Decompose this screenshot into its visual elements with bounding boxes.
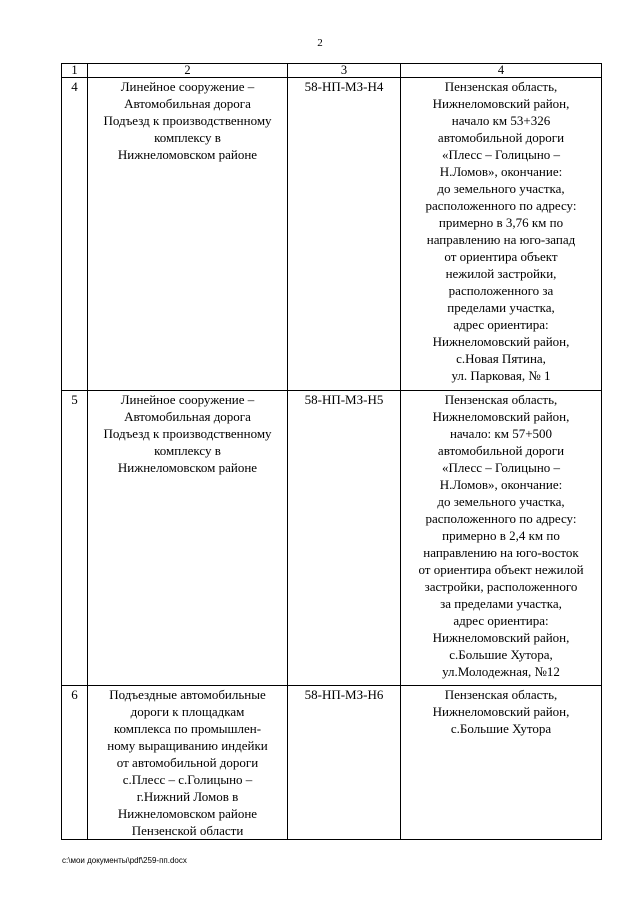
header-cell-2: 2 <box>88 64 288 78</box>
text-line: ул. Парковая, № 1 <box>451 368 551 383</box>
text-line: Пензенская область, <box>444 79 558 94</box>
text-line: автомобильной дороги <box>437 443 565 458</box>
text-line: г.Нижний Ломов в <box>136 789 239 804</box>
text-line: Нижнеломовском районе <box>117 806 258 821</box>
page-number: 2 <box>317 37 323 49</box>
text-line: дороги к площадкам <box>130 704 245 719</box>
row-number: 5 <box>62 391 88 686</box>
text-line: Пензенская область, <box>444 392 558 407</box>
text-line: Пензенской области <box>131 823 244 838</box>
object-location <box>401 391 602 686</box>
text-line: «Плесс – Голицыно – <box>441 460 561 475</box>
text-line: Подъезд к производственному <box>103 113 272 128</box>
text-line: расположенного по адресу: <box>425 198 577 213</box>
text-line: Пензенская область, <box>444 687 558 702</box>
text-line: Нижнеломовский район, <box>432 96 570 111</box>
text-line: «Плесс – Голицыно – <box>441 147 561 162</box>
text-line: комплексу в <box>154 443 221 458</box>
text-line: до земельного участка, <box>437 181 565 196</box>
text-line: автомобильной дороги <box>437 130 565 145</box>
text-line: Нижнеломовском районе <box>117 460 258 475</box>
object-location <box>401 78 602 391</box>
text-line: Линейное сооружение – <box>120 392 255 407</box>
object-code: 58-НП-МЗ-Н4 <box>288 78 401 391</box>
header-cell-4: 4 <box>401 64 602 78</box>
text-line: до земельного участка, <box>437 494 565 509</box>
text-line: адрес ориентира: <box>453 613 549 628</box>
text-line: Нижнеломовский район, <box>432 630 570 645</box>
text-line: расположенного по адресу: <box>425 511 577 526</box>
objects-table <box>61 63 602 840</box>
text-line: от автомобильной дороги <box>116 755 259 770</box>
text-line: ул.Молодежная, №12 <box>442 664 560 679</box>
text-line: примерно в 2,4 км по <box>442 528 560 543</box>
text-line: адрес ориентира: <box>453 317 549 332</box>
object-location <box>401 686 602 840</box>
text-line: Нижнеломовский район, <box>432 704 570 719</box>
text-line: начало км 53+326 <box>451 113 551 128</box>
text-line: направлению на юго-восток <box>423 545 579 560</box>
text-line: за пределами участка, <box>440 596 562 611</box>
object-name <box>88 78 288 391</box>
text-line: с.Большие Хутора <box>450 721 552 736</box>
object-code: 58-НП-МЗ-Н6 <box>288 686 401 840</box>
object-name <box>88 686 288 840</box>
text-line: нежилой застройки, <box>445 266 557 281</box>
text-line: расположенного за <box>448 283 554 298</box>
text-line: Нижнеломовском районе <box>117 147 258 162</box>
text-line: Нижнеломовский район, <box>432 409 570 424</box>
text-line: с.Большие Хутора, <box>449 647 553 662</box>
table-header-row <box>62 64 602 78</box>
text-line: комплексу в <box>154 130 221 145</box>
table-row <box>62 78 602 391</box>
text-line: ному выращиванию индейки <box>107 738 268 753</box>
text-line: Подъезд к производственному <box>103 426 272 441</box>
table-row <box>62 391 602 686</box>
header-cell-1: 1 <box>62 64 88 78</box>
row-number: 4 <box>62 78 88 391</box>
text-line: Подъездные автомобильные <box>109 687 266 702</box>
object-code: 58-НП-МЗ-Н5 <box>288 391 401 686</box>
text-line: Н.Ломов», окончание: <box>439 164 563 179</box>
text-line: Автомобильная дорога <box>124 409 251 424</box>
text-line: начало: км 57+500 <box>449 426 553 441</box>
document-file-path: c:\мои документы\pdf\259-пп.docx <box>62 856 187 865</box>
text-line: комплекса по промышлен- <box>113 721 262 736</box>
header-cell-3: 3 <box>288 64 401 78</box>
text-line: Нижнеломовский район, <box>432 334 570 349</box>
text-line: направлению на юго-запад <box>426 232 576 247</box>
text-line: Линейное сооружение – <box>120 79 255 94</box>
text-line: примерно в 3,76 км по <box>438 215 564 230</box>
text-line: от ориентира объект <box>444 249 558 264</box>
text-line: застройки, расположенного <box>424 579 578 594</box>
text-line: Н.Ломов», окончание: <box>439 477 563 492</box>
text-line: от ориентира объект нежилой <box>418 562 584 577</box>
text-line: пределами участка, <box>447 300 555 315</box>
table-row <box>62 686 602 840</box>
row-number: 6 <box>62 686 88 840</box>
text-line: с.Плесс – с.Голицыно – <box>122 772 253 787</box>
object-name <box>88 391 288 686</box>
text-line: Автомобильная дорога <box>124 96 251 111</box>
text-line: с.Новая Пятина, <box>456 351 546 366</box>
